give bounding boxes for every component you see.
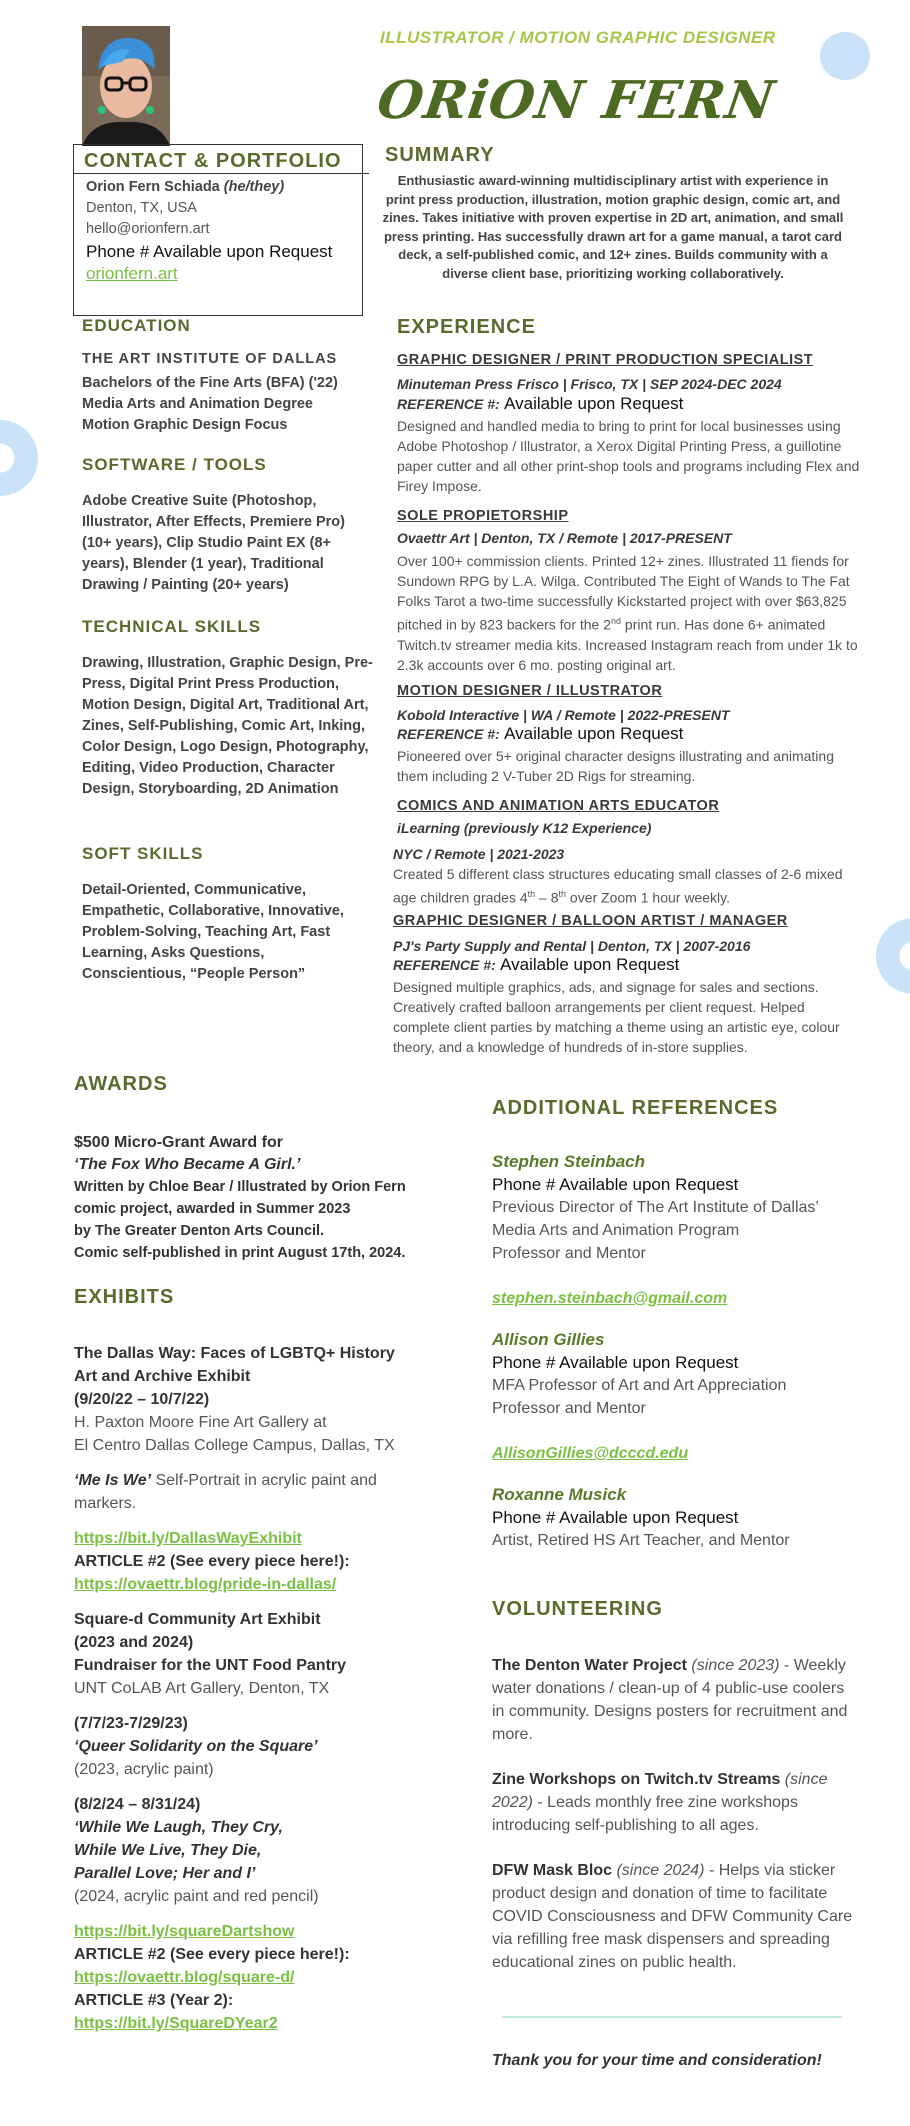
award-line: Comic self-published in print August 17th, 2024. [74,1245,406,1261]
contact-email[interactable]: hello@orionfern.art [86,221,210,237]
exhibit-link[interactable]: https://ovaettr.blog/square-d/ [74,1969,295,1986]
education-lines [82,373,338,436]
exhibit-dates: (8/2/24 – 8/31/24) [74,1796,201,1813]
exhibit-piece-desc: (2023, acrylic paint) [74,1761,214,1778]
contact-phone: Phone # Available upon Request [86,242,333,261]
exhibit-piece-desc: (2024, acrylic paint and red pencil) [74,1888,319,1905]
volunteer-text: - Leads monthly free zine workshops introducing self-publishing to all ages. [492,1794,798,1834]
exhibit-link[interactable]: https://bit.ly/SquareDYear2 [74,2015,278,2032]
role-title: ILLUSTRATOR / MOTION GRAPHIC DESIGNER [380,28,776,47]
volunteer-entry [492,1768,860,1837]
exhibit-article: ARTICLE #2 (See every piece here!): [74,1553,350,1570]
references-heading: ADDITIONAL REFERENCES [492,1097,779,1119]
job-title: GRAPHIC DESIGNER / BALLOON ARTIST / MANAGER [393,913,788,929]
reference-label: REFERENCE #: [397,726,500,742]
volunteer-entry [492,1859,860,1974]
exhibit-article: ARTICLE #3 (Year 2): [74,1992,234,2009]
exhibit-title: Square-d Community Art Exhibit [74,1611,321,1628]
reference-name: Roxanne Musick [492,1485,627,1504]
job-reference [393,955,679,975]
experience-heading: EXPERIENCE [397,316,536,338]
education-school: THE ART INSTITUTE OF DALLAS [82,351,338,367]
profile-photo [82,26,170,146]
job-meta: Minuteman Press Frisco | Frisco, TX | SEP 2024-DEC 2024 [397,376,782,392]
reference-email[interactable]: AllisonGillies@dcccd.edu [492,1445,689,1462]
reference-label: REFERENCE #: [397,396,500,412]
software-heading: SOFTWARE / TOOLS [82,455,267,474]
award-line: by The Greater Denton Arts Council. [74,1223,325,1239]
volunteer-name: Zine Workshops on Twitch.tv Streams [492,1771,781,1788]
exhibit-dates: (9/20/22 – 10/7/22) [74,1391,210,1408]
job-description: Designed and handled media to bring to print for local businesses using Adobe Photoshop / Illustrator, a Xerox Digital Printing Press, a guillotine paper cutter and all other print-shop tools and programs including Flex and Firey Impose. [397,418,860,494]
award-line: $500 Micro-Grant Award for [74,1134,283,1151]
exhibit-title: The Dallas Way: Faces of LGBTQ+ History [74,1345,395,1362]
reference-email[interactable]: stephen.steinbach@gmail.com [492,1290,728,1307]
award-line: comic project, awarded in Summer 2023 [74,1201,351,1217]
job-meta: iLearning (previously K12 Experience) [397,820,652,836]
job-meta: Ovaettr Art | Denton, TX / Remote | 2017-PRESENT [397,530,732,546]
reference-phone: Phone # Available upon Request [492,1353,739,1372]
reference-value: Available upon Request [504,724,684,743]
decor-circle-top-right [820,32,870,80]
award-title: ‘The Fox Who Became A Girl.’ [74,1156,301,1173]
closing-divider [502,2016,842,2018]
exhibit-venue: H. Paxton Moore Fine Art Gallery at [74,1414,327,1431]
job-meta: Kobold Interactive | WA / Remote | 2022-PRESENT [397,707,730,723]
job-reference [397,394,683,414]
reference-detail: Professor and Mentor [492,1400,646,1417]
reference-phone: Phone # Available upon Request [492,1508,739,1527]
exhibit-piece-title: ‘While We Laugh, They Cry, [74,1819,283,1836]
reference-name: Stephen Steinbach [492,1152,646,1171]
technical-heading: TECHNICAL SKILLS [82,617,262,636]
volunteer-text: - Weekly water donations / clean-up of 4 public-use coolers in community. Designs posters for recruitment and more. [492,1657,848,1743]
volunteer-name: The Denton Water Project [492,1657,687,1674]
exhibit-piece-desc: Self-Portrait in acrylic paint and markers. [74,1472,377,1512]
volunteering-heading: VOLUNTEERING [492,1598,663,1620]
exhibit-venue: UNT CoLAB Art Gallery, Denton, TX [74,1680,330,1697]
exhibit-title: Art and Archive Exhibit [74,1368,251,1385]
exhibit-article: ARTICLE #2 (See every piece here!): [74,1946,350,1963]
reference-detail: Professor and Mentor [492,1245,646,1262]
exhibit-link[interactable]: https://bit.ly/DallasWayExhibit [74,1530,302,1547]
volunteer-since: (since 2022) [492,1771,828,1811]
reference-detail: MFA Professor of Art and Art Appreciation [492,1377,787,1394]
exhibit-venue: El Centro Dallas College Campus, Dallas, TX [74,1437,395,1454]
exhibits-block [74,1342,434,2035]
contact-name: Orion Fern Schiada [86,179,220,195]
exhibit-title: Fundraiser for the UNT Food Pantry [74,1657,347,1674]
volunteer-entry [492,1654,860,1746]
reference-label: REFERENCE #: [393,957,496,973]
exhibits-heading: EXHIBITS [74,1286,175,1308]
job-title: COMICS AND ANIMATION ARTS EDUCATOR [397,798,720,814]
soft-skills-heading: SOFT SKILLS [82,844,204,863]
software-text: Adobe Creative Suite (Photoshop, Illustrator, After Effects, Premiere Pro) (10+ years), Clip Studio Paint EX (8+ years), Blender (1 year), Traditional Drawing / Painting (20+ years) [82,493,345,593]
education-degree: Bachelors of the Fine Arts (BFA) ('22) [82,375,338,391]
job-meta-secondary: NYC / Remote | 2021-2023 [393,846,565,862]
summary-text: Enthusiastic award-winning multidisciplinary artist with experience in print press production, illustration, motion graphic design, comic art, and zines. Takes initiative with proven expertise in 2D art, animation, and small press printing. Has successfully drawn art for a game manual, a tarot card deck, a self-published comic, and 12+ zines. Builds community with a diverse client base, prioritizing working collaboratively. [382,173,844,281]
awards-heading: AWARDS [74,1073,168,1095]
portrait-illustration [82,26,170,146]
contact-heading: CONTACT & PORTFOLIO [84,150,342,172]
exhibit-piece-title: ‘Queer Solidarity on the Square’ [74,1738,318,1755]
volunteer-name: DFW Mask Bloc [492,1862,613,1879]
job-description: Over 100+ commission clients. Printed 12+ zines. Illustrated 11 fiends for Sundown RPG by L.A. Wilga. Contributed The Eight of Wands to The Fat Folks Tarot a two-time successfully Kickstarted project with over $63,825 pitched in by 823 backers for the 2nd print run. Has done 6+ animated Twitch.tv streamer media kits. Increased Instagram reach from under 1k to 2.3k accounts over 6 mo. posting original art. [397,553,858,673]
education-heading: EDUCATION [82,316,191,335]
contact-location: Denton, TX, USA [86,200,197,216]
awards-block [74,1132,406,1264]
reference-detail: Previous Director of The Art Institute of Dallas’ [492,1199,819,1216]
references-block [492,1150,882,1552]
exhibit-piece-title: While We Live, They Die, [74,1842,262,1859]
exhibit-piece [74,1469,434,1515]
job-description: Pioneered over 5+ original character designs illustrating and animating them including 2 V-Tuber 2D Rigs for streaming. [397,748,834,784]
contact-heading-rule [73,173,369,174]
job-description: Created 5 different class structures educating small classes of 2-6 mixed age children grades 4th – 8th over Zoom 1 hour weekly. [393,866,843,906]
decor-circle-left [0,420,38,496]
exhibit-dates: (7/7/23-7/29/23) [74,1715,188,1732]
job-meta: PJ's Party Supply and Rental | Denton, TX | 2007-2016 [393,938,751,954]
award-line: Written by Chloe Bear / Illustrated by Orion Fern [74,1179,406,1195]
technical-text: Drawing, Illustration, Graphic Design, Pre-Press, Digital Print Press Production, Motion Design, Digital Art, Traditional Art, Zines, Self-Publishing, Comic Art, Inking, Color Design, Logo Design, Photography, Editing, Video Production, Character Design, Storyboarding, 2D Animation [82,655,373,797]
job-title: MOTION DESIGNER / ILLUSTRATOR [397,683,663,699]
exhibit-piece-title: Parallel Love; Her and I’ [74,1865,256,1882]
education-focus: Motion Graphic Design Focus [82,417,288,433]
soft-skills-text: Detail-Oriented, Communicative, Empathetic, Collaborative, Innovative, Problem-Solving, Teaching Art, Fast Learning, Asks Questions, Conscientious, “People Person” [82,882,344,982]
portfolio-link[interactable]: orionfern.art [86,264,178,283]
job-title: SOLE PROPIETORSHIP [397,508,569,524]
volunteer-since: (since 2024) [612,1862,705,1879]
reference-phone: Phone # Available upon Request [492,1175,739,1194]
volunteer-text: - Helps via sticker product design and donation of time to facilitate COVID Consciousness and DFW Community Care via refilling free mask dispensers and spreading educational zines on public health. [492,1862,853,1971]
job-title: GRAPHIC DESIGNER / PRINT PRODUCTION SPECIALIST [397,352,814,368]
reference-detail: Media Arts and Animation Program [492,1222,740,1239]
volunteer-since: (since 2023) [686,1657,780,1674]
decor-circle-right [876,918,910,994]
exhibit-title: (2023 and 2024) [74,1634,194,1651]
education-major: Media Arts and Animation Degree [82,396,313,412]
reference-name: Allison Gillies [492,1330,605,1349]
contact-name-line [86,179,284,195]
exhibit-piece-title: ‘Me Is We’ [74,1472,152,1489]
exhibit-link[interactable]: https://bit.ly/squareDartshow [74,1923,295,1940]
exhibit-link[interactable]: https://ovaettr.blog/pride-in-dallas/ [74,1576,337,1593]
name-logo: ORiON FERN [373,70,779,131]
reference-detail: Artist, Retired HS Art Teacher, and Mentor [492,1532,790,1549]
job-description: Designed multiple graphics, ads, and signage for sales and sections. Creatively crafted balloon arrangements per client request. Helped complete client parties by matching a theme using an artistic eye, colour theory, and a knowledge of hundreds of in-store supplies. [393,979,840,1055]
reference-value: Available upon Request [500,955,680,974]
volunteering-block [492,1654,860,1974]
job-reference [397,724,683,744]
summary-heading: SUMMARY [385,144,495,166]
closing-text: Thank you for your time and consideration! [492,2052,822,2069]
reference-value: Available upon Request [504,394,684,413]
contact-pronouns: (he/they) [223,179,285,195]
